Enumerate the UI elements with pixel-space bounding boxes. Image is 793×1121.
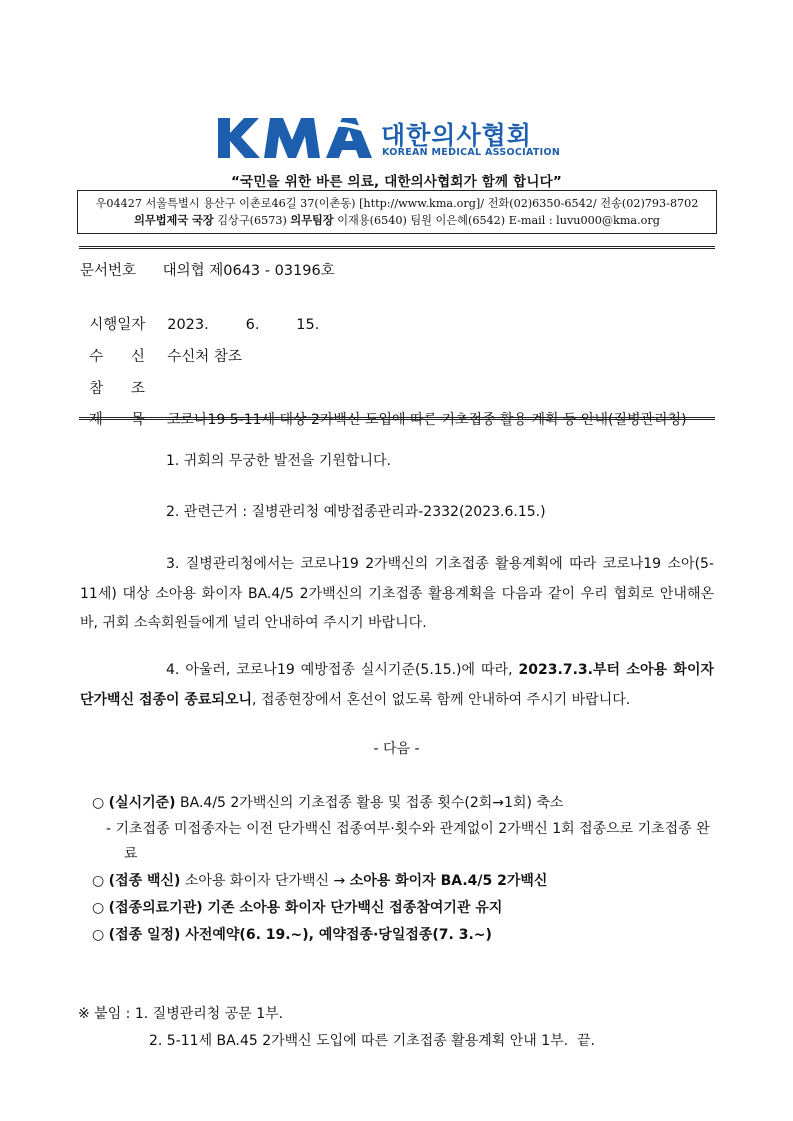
subject-value: 코로나19 5-11세 대상 2가백신 도입에 따른 기초접종 활용 계획 등 안내(질병관리청)	[166, 412, 687, 428]
subject-row	[80, 387, 687, 428]
item-bullet: ○	[92, 795, 105, 811]
recipient-label: 수 신	[89, 349, 145, 365]
item-emphasis: 기존 소아용 화이자 단가백신 접종참여기관 유지	[202, 900, 503, 916]
doc-number-label: 문서번호	[80, 263, 137, 279]
reference-label: 참 조	[89, 381, 145, 397]
attachment-1: 1. 질병관리청 공문 1부.	[134, 1006, 284, 1022]
paragraph-4-emphasis: 2023.7.3.부터 소아용 화이자 단가백신 접종이 종료되오니	[80, 662, 714, 708]
manager-info: 이재용(6540) 팀원 이은혜(6542) E-mail : luvu000@kma.org	[337, 214, 660, 227]
contact-address-line: 우04427 서울특별시 용산구 이촌로46길 37(이촌동) [http://www.kma.org]/ 전화(02)6350-6542/ 전송(02)793-8702	[95, 197, 699, 210]
item-label: (접종 백신)	[108, 873, 181, 889]
sub-note-text: - 기초접종 미접종자는 이전 단가백신 접종여부·횟수와 관계없이 2가백신 1회 접종으로 기초접종 완료	[106, 821, 710, 862]
item-institution	[92, 897, 502, 919]
paragraph-3: 3. 질병관리청에서는 코로나19 2가백신의 기초접종 활용계획에 따라 코로나19 소아(5-11세) 대상 소아용 화이자 BA.4/5 2가백신의 기초접종 활용계획을 다음과 같이 우리 협회로 안내해온 바, 귀회 소속회원들에게 널리 안내하여 주시기 바랍니다.	[80, 556, 714, 631]
attachment-2: 2. 5-11세 BA.45 2가백신 도입에 따른 기초접종 활용계획 안내 1부. 끝.	[149, 1033, 596, 1049]
item-bullet: ○	[92, 927, 105, 943]
kma-logo	[216, 114, 576, 160]
item-label: (접종의료기관)	[108, 900, 203, 916]
item-bullet: ○	[92, 873, 105, 889]
issue-date-label: 시행일자	[89, 317, 146, 333]
item-bullet: ○	[92, 900, 105, 916]
contact-staff-line	[78, 212, 716, 229]
paragraph-1: 1. 귀회의 무궁한 발전을 기원합니다.	[166, 453, 391, 469]
contact-box	[77, 190, 717, 234]
paragraph-2: 2. 관련근거 : 질병관리청 예방접종관리과-2332(2023.6.15.)	[166, 504, 546, 520]
issue-date-row	[80, 292, 320, 333]
item-vaccine	[92, 870, 547, 892]
header-divider	[79, 246, 715, 249]
subject-label: 제 목	[88, 412, 145, 428]
recipient-value: 수신처 참조	[167, 349, 242, 365]
director-label: 의무법제국 국장	[134, 214, 214, 227]
reference-row	[80, 356, 167, 397]
director-name: 김상구(6573)	[217, 214, 287, 227]
item-schedule	[92, 924, 492, 946]
slogan: “국민을 위한 바른 의료, 대한의사협회가 함께 합니다”	[231, 174, 562, 190]
paragraph-4	[80, 656, 714, 715]
doc-number-row	[80, 260, 335, 282]
item-label: (실시기준)	[108, 795, 176, 811]
org-name-ko: 대한의사협회	[381, 121, 532, 150]
attachments-prefix: ※ 붙임 :	[78, 1006, 135, 1022]
recipient-row	[80, 324, 242, 365]
org-name-en: KOREAN MEDICAL ASSOCIATION	[382, 147, 561, 158]
item-text: 소아용 화이자 단가백신 →	[180, 873, 350, 889]
item-sub-note	[106, 817, 716, 867]
meta-divider	[79, 417, 715, 420]
item-emphasis: 소아용 화이자 BA.4/5 2가백신	[349, 873, 548, 889]
paragraph-4-intro: 4. 아울러, 코로나19 예방접종 실시기준(5.15.)에 따라,	[166, 662, 519, 678]
item-label: (접종 일정)	[108, 927, 181, 943]
attachments	[78, 1003, 283, 1023]
paragraph-4-tail: , 접종현장에서 혼선이 없도록 함께 안내하여 주시기 바랍니다.	[252, 691, 631, 708]
next-heading: - 다음 -	[373, 741, 420, 757]
item-schedule-criteria	[92, 792, 563, 814]
manager-label: 의무팀장	[290, 214, 334, 227]
doc-number-value: 대의협 제0643 - 03196호	[162, 263, 335, 279]
item-emphasis: 사전예약(6. 19.~), 예약접종·당일접종(7. 3.~)	[180, 927, 492, 943]
issue-date-value: 2023. 6. 15.	[167, 317, 320, 333]
item-text: BA.4/5 2가백신의 기초접종 활용 및 접종 횟수(2회→1회) 축소	[175, 795, 564, 811]
